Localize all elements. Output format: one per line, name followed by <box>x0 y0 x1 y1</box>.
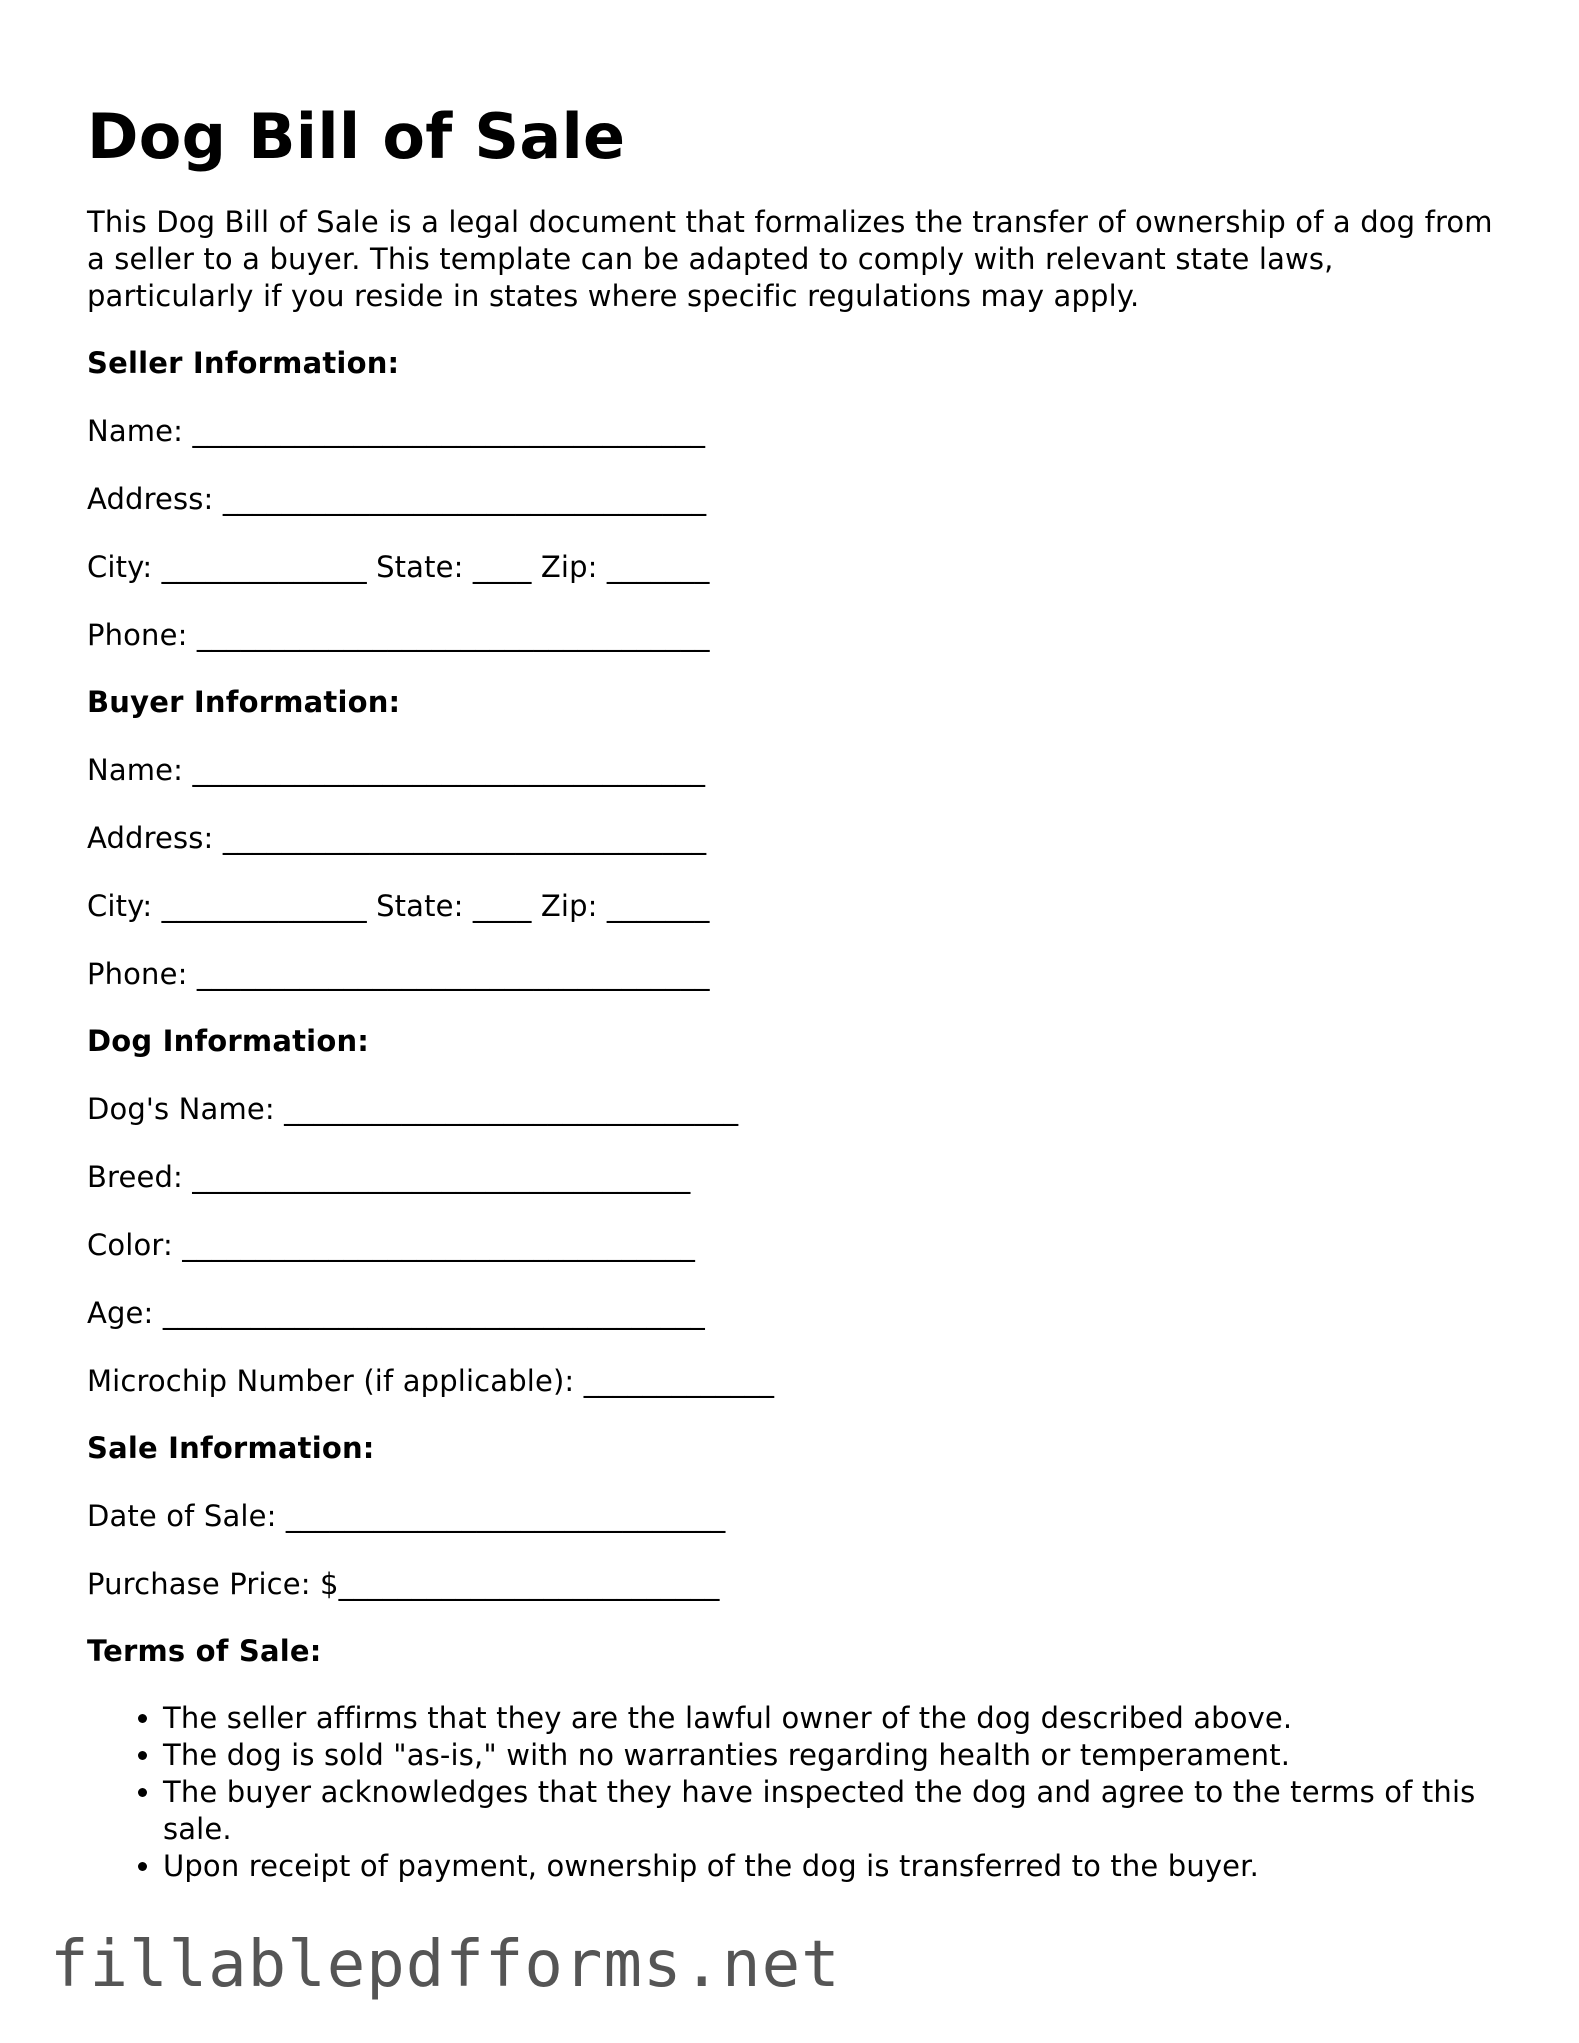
terms-item: • The seller affirms that they are the lawful owner of the dog described above. <box>163 1700 1507 1737</box>
seller-section-heading: Seller Information: <box>87 346 400 381</box>
seller-address-field[interactable]: Address: _________________________________ <box>87 482 707 517</box>
sale-price-field[interactable]: Purchase Price: $__________________________ <box>87 1567 720 1602</box>
dog-name-field[interactable]: Dog's Name: _______________________________ <box>87 1092 739 1127</box>
watermark: fillablepdfforms.net <box>50 1928 841 2002</box>
seller-phone-field[interactable]: Phone: ___________________________________ <box>87 618 710 653</box>
document-page <box>87 100 1507 1885</box>
terms-list <box>87 1700 1507 1885</box>
terms-item: • The buyer acknowledges that they have inspected the dog and agree to the terms of this sale. <box>163 1774 1507 1848</box>
sale-section-heading: Sale Information: <box>87 1431 375 1466</box>
buyer-name-field[interactable]: Name: ___________________________________ <box>87 753 706 788</box>
dog-microchip-field[interactable]: Microchip Number (if applicable): _____________ <box>87 1364 775 1399</box>
buyer-address-field[interactable]: Address: _________________________________ <box>87 821 707 856</box>
dog-color-field[interactable]: Color: ___________________________________ <box>87 1228 695 1263</box>
buyer-city-state-zip-field[interactable]: City: ______________ State: ____ Zip: _______ <box>87 889 710 924</box>
intro-paragraph: This Dog Bill of Sale is a legal document that formalizes the transfer of ownership of a dog from a seller to a buyer. This template can be adapted to comply with relevant state laws, particularly if you reside in states where specific regulations may apply. <box>87 205 1493 314</box>
terms-item: • Upon receipt of payment, ownership of the dog is transferred to the buyer. <box>163 1848 1507 1885</box>
terms-section-heading: Terms of Sale: <box>87 1634 322 1669</box>
terms-item: • The dog is sold "as-is," with no warranties regarding health or temperament. <box>163 1737 1507 1774</box>
dog-section-heading: Dog Information: <box>87 1024 370 1059</box>
buyer-phone-field[interactable]: Phone: ___________________________________ <box>87 957 710 992</box>
dog-breed-field[interactable]: Breed: __________________________________ <box>87 1160 691 1195</box>
seller-city-state-zip-field[interactable]: City: ______________ State: ____ Zip: _______ <box>87 550 710 585</box>
buyer-section-heading: Buyer Information: <box>87 685 401 720</box>
sale-date-field[interactable]: Date of Sale: ______________________________ <box>87 1499 726 1534</box>
dog-age-field[interactable]: Age: _____________________________________ <box>87 1296 705 1331</box>
seller-name-field[interactable]: Name: ___________________________________ <box>87 414 706 449</box>
page-title: Dog Bill of Sale <box>87 100 626 173</box>
